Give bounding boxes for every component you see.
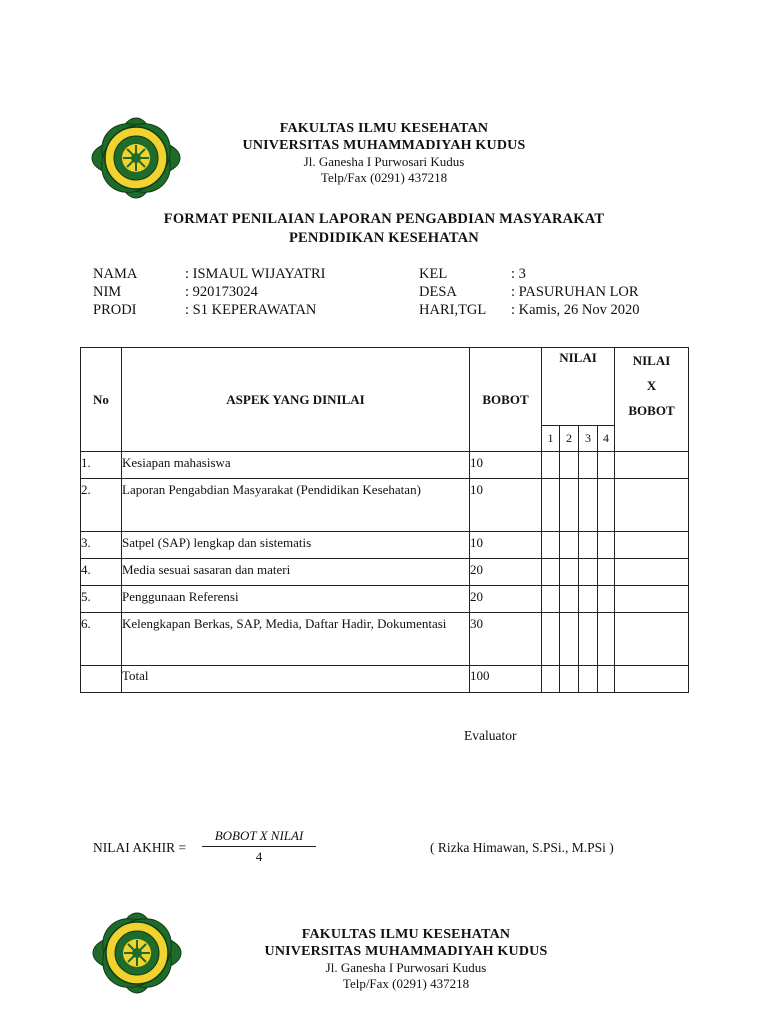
row-no: 4.: [81, 559, 122, 586]
result-cell[interactable]: [615, 532, 689, 559]
formula-denominator: 4: [255, 849, 263, 864]
score-1: 1: [542, 426, 560, 452]
row-bobot: 30: [470, 613, 542, 666]
header-nxb-line3: BOBOT: [628, 403, 675, 418]
table-row: [81, 452, 689, 479]
header-nilai: NILAI: [542, 348, 615, 426]
row-aspek: Satpel (SAP) lengkap dan sistematis: [122, 532, 470, 559]
form-title-2: PENDIDIKAN KESEHATAN: [289, 230, 479, 246]
table-row: [81, 559, 689, 586]
row-aspek: Kelengkapan Berkas, SAP, Media, Daftar Hadir, Dokumentasi: [122, 613, 470, 666]
info-value-desa: : PASURUHAN LOR: [511, 284, 639, 300]
row-no: 6.: [81, 613, 122, 666]
score-cell[interactable]: [542, 666, 560, 693]
header-nxb-line1: NILAI: [632, 353, 671, 368]
row-aspek: Kesiapan mahasiswa: [122, 452, 470, 479]
info-label-prodi: PRODI: [93, 302, 137, 318]
score-cell[interactable]: [560, 479, 579, 532]
total-no-cell: [81, 666, 122, 693]
letterhead: [184, 120, 584, 186]
table-row: [81, 586, 689, 613]
info-label-nama: NAMA: [93, 266, 138, 282]
row-bobot: 10: [470, 532, 542, 559]
table-row: [81, 613, 689, 666]
row-bobot: 10: [470, 479, 542, 532]
score-cell[interactable]: [579, 532, 598, 559]
score-cell[interactable]: [542, 532, 560, 559]
total-label: Total: [122, 666, 470, 693]
score-cell[interactable]: [560, 452, 579, 479]
phone: Telp/Fax (0291) 437218: [342, 976, 470, 991]
score-cell[interactable]: [560, 613, 579, 666]
score-cell[interactable]: [598, 532, 615, 559]
score-cell[interactable]: [579, 666, 598, 693]
score-cell[interactable]: [560, 559, 579, 586]
score-cell[interactable]: [579, 559, 598, 586]
formula-numerator: BOBOT X NILAI: [202, 828, 316, 847]
faculty-name: FAKULTAS ILMU KESEHATAN: [301, 927, 511, 942]
result-cell[interactable]: [615, 613, 689, 666]
assessment-table: [80, 347, 689, 693]
table-row: [81, 532, 689, 559]
result-cell[interactable]: [615, 666, 689, 693]
table-row: [81, 479, 689, 532]
header-bobot: BOBOT: [470, 348, 542, 452]
info-label-nim: NIM: [93, 284, 122, 300]
score-cell[interactable]: [560, 586, 579, 613]
info-value-kel: : 3: [511, 266, 526, 282]
score-cell[interactable]: [560, 532, 579, 559]
nilai-akhir-label: NILAI AKHIR =: [93, 840, 187, 855]
university-logo: [91, 117, 181, 199]
row-bobot: 20: [470, 586, 542, 613]
score-3: 3: [579, 426, 598, 452]
score-cell[interactable]: [542, 586, 560, 613]
row-aspek: Media sesuai sasaran dan materi: [122, 559, 470, 586]
row-no: 2.: [81, 479, 122, 532]
row-no: 1.: [81, 452, 122, 479]
row-no: 5.: [81, 586, 122, 613]
letterhead-2: [206, 926, 606, 992]
address: Jl. Ganesha I Purwosari Kudus: [325, 960, 487, 975]
row-aspek: Laporan Pengabdian Masyarakat (Pendidikan Kesehatan): [122, 479, 470, 532]
score-4: 4: [598, 426, 615, 452]
score-cell[interactable]: [598, 452, 615, 479]
result-cell[interactable]: [615, 586, 689, 613]
result-cell[interactable]: [615, 559, 689, 586]
formula-fraction: [202, 828, 316, 865]
header-aspek: ASPEK YANG DINILAI: [122, 348, 470, 452]
score-cell[interactable]: [579, 479, 598, 532]
info-label-haritgl: HARI,TGL: [419, 302, 487, 318]
score-cell[interactable]: [542, 479, 560, 532]
university-name: UNIVERSITAS MUHAMMADIYAH KUDUS: [242, 138, 526, 153]
score-cell[interactable]: [598, 613, 615, 666]
score-cell[interactable]: [542, 613, 560, 666]
row-aspek: Penggunaan Referensi: [122, 586, 470, 613]
row-bobot: 10: [470, 452, 542, 479]
result-cell[interactable]: [615, 452, 689, 479]
faculty-name: FAKULTAS ILMU KESEHATAN: [279, 121, 489, 136]
result-cell[interactable]: [615, 479, 689, 532]
score-cell[interactable]: [598, 559, 615, 586]
total-value: 100: [470, 666, 542, 693]
score-cell[interactable]: [579, 586, 598, 613]
evaluator-name: ( Rizka Himawan, S.PSi., M.PSi ): [430, 840, 614, 855]
phone: Telp/Fax (0291) 437218: [320, 170, 448, 185]
score-cell[interactable]: [579, 452, 598, 479]
score-cell[interactable]: [598, 586, 615, 613]
header-no: No: [81, 348, 122, 452]
score-cell[interactable]: [579, 613, 598, 666]
score-cell[interactable]: [560, 666, 579, 693]
info-label-desa: DESA: [419, 284, 457, 300]
row-no: 3.: [81, 532, 122, 559]
evaluator-label: Evaluator: [464, 728, 517, 743]
info-value-nim: : 920173024: [185, 284, 258, 300]
score-cell[interactable]: [598, 666, 615, 693]
score-cell[interactable]: [542, 452, 560, 479]
university-name: UNIVERSITAS MUHAMMADIYAH KUDUS: [264, 944, 548, 959]
score-2: 2: [560, 426, 579, 452]
header-nxb-line2: X: [646, 378, 657, 393]
row-bobot: 20: [470, 559, 542, 586]
score-cell[interactable]: [598, 479, 615, 532]
table-row-total: [81, 666, 689, 693]
info-value-prodi: : S1 KEPERAWATAN: [185, 302, 317, 318]
info-label-kel: KEL: [419, 266, 448, 282]
form-title-1: FORMAT PENILAIAN LAPORAN PENGABDIAN MASYARAKAT: [163, 211, 605, 227]
info-value-nama: : ISMAUL WIJAYATRI: [185, 266, 326, 282]
score-cell[interactable]: [542, 559, 560, 586]
info-value-haritgl: : Kamis, 26 Nov 2020: [511, 302, 640, 318]
header-nilai-x-bobot: [615, 348, 689, 452]
address: Jl. Ganesha I Purwosari Kudus: [303, 154, 465, 169]
university-logo: [92, 912, 182, 994]
